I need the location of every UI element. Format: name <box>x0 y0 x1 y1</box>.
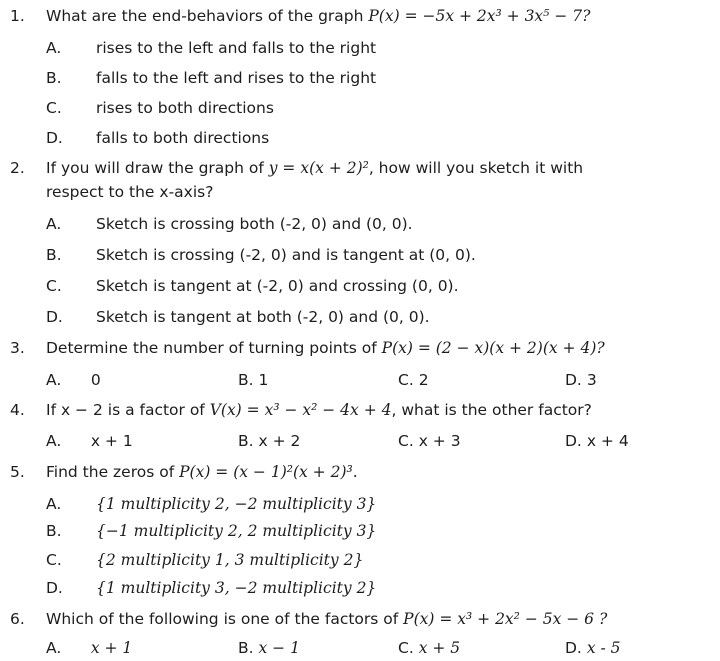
option-text: Sketch is tangent at (-2, 0) and crossing (0, 0). <box>96 277 459 295</box>
question-text: If x − 2 is a factor of V(x) = x³ − x² − 4x + 4, what is the other factor? <box>46 401 592 419</box>
option-6d: D. x - 5 <box>565 639 621 657</box>
option-6b: B. x − 1 <box>238 639 300 657</box>
option-text: {−1 multiplicity 2, 2 multiplicity 3} <box>96 522 377 540</box>
question-math: y = x(x + 2)² <box>268 159 369 177</box>
option-letter: C. <box>46 551 62 569</box>
question-math: P(x) = (2 − x)(x + 2)(x + 4)? <box>381 339 605 357</box>
question-number: 4. <box>10 401 25 419</box>
option-text: Sketch is crossing (-2, 0) and is tangent at (0, 0). <box>96 246 476 264</box>
question-text: respect to the x-axis? <box>46 183 214 201</box>
option-letter: C. <box>46 99 62 117</box>
option-letter: B. <box>46 246 62 264</box>
option-3d: D. 3 <box>565 371 597 389</box>
question-text: If you will draw the graph of y = x(x + 2)², how will you sketch it with <box>46 159 584 177</box>
option-3b: B. 1 <box>238 371 269 389</box>
option-4c: C. x + 3 <box>398 432 461 450</box>
question-number: 6. <box>10 610 25 628</box>
question-text: Find the zeros of P(x) = (x − 1)²(x + 2)³. <box>46 463 358 481</box>
question-math: P(x) = (x − 1)²(x + 2)³. <box>179 463 358 481</box>
question-text: What are the end-behaviors of the graph P(x) = −5x + 2x³ + 3x⁵ − 7? <box>46 7 591 25</box>
option-text: falls to both directions <box>96 129 270 147</box>
option-text: Sketch is tangent at both (-2, 0) and (0, 0). <box>96 308 430 326</box>
question-math: P(x) = x³ + 2x² − 5x − 6 ? <box>403 610 608 628</box>
option-text: rises to the left and falls to the right <box>96 39 377 57</box>
option-letter: C. <box>46 277 62 295</box>
question-text: Determine the number of turning points of P(x) = (2 − x)(x + 2)(x + 4)? <box>46 339 605 357</box>
option-4a: A. x + 1 <box>46 432 133 450</box>
question-number: 3. <box>10 339 25 357</box>
option-letter: D. <box>46 579 63 597</box>
question-math: P(x) = −5x + 2x³ + 3x⁵ − 7? <box>368 7 591 25</box>
option-4b: B. x + 2 <box>238 432 301 450</box>
option-3c: C. 2 <box>398 371 429 389</box>
question-number: 5. <box>10 463 25 481</box>
option-letter: D. <box>46 129 63 147</box>
option-text: rises to both directions <box>96 99 274 117</box>
option-letter: D. <box>46 308 63 326</box>
question-math: V(x) = x³ − x² − 4x + 4 <box>209 401 392 419</box>
option-3a: A. 0 <box>46 371 101 389</box>
option-6c: C. x + 5 <box>398 639 461 657</box>
option-text: {1 multiplicity 3, −2 multiplicity 2} <box>96 579 377 597</box>
option-letter: A. <box>46 215 62 233</box>
option-letter: B. <box>46 522 62 540</box>
option-4d: D. x + 4 <box>565 432 629 450</box>
question-number: 2. <box>10 159 25 177</box>
option-text: {1 multiplicity 2, −2 multiplicity 3} <box>96 495 377 513</box>
question-text: Which of the following is one of the factors of P(x) = x³ + 2x² − 5x − 6 ? <box>46 610 608 628</box>
option-letter: A. <box>46 39 62 57</box>
option-text: {2 multiplicity 1, 3 multiplicity 2} <box>96 551 364 569</box>
option-text: Sketch is crossing both (-2, 0) and (0, 0). <box>96 215 413 233</box>
option-letter: A. <box>46 495 62 513</box>
option-letter: B. <box>46 69 62 87</box>
option-text: falls to the left and rises to the right <box>96 69 377 87</box>
option-6a: A. x + 1 <box>46 639 133 657</box>
question-number: 1. <box>10 7 25 25</box>
